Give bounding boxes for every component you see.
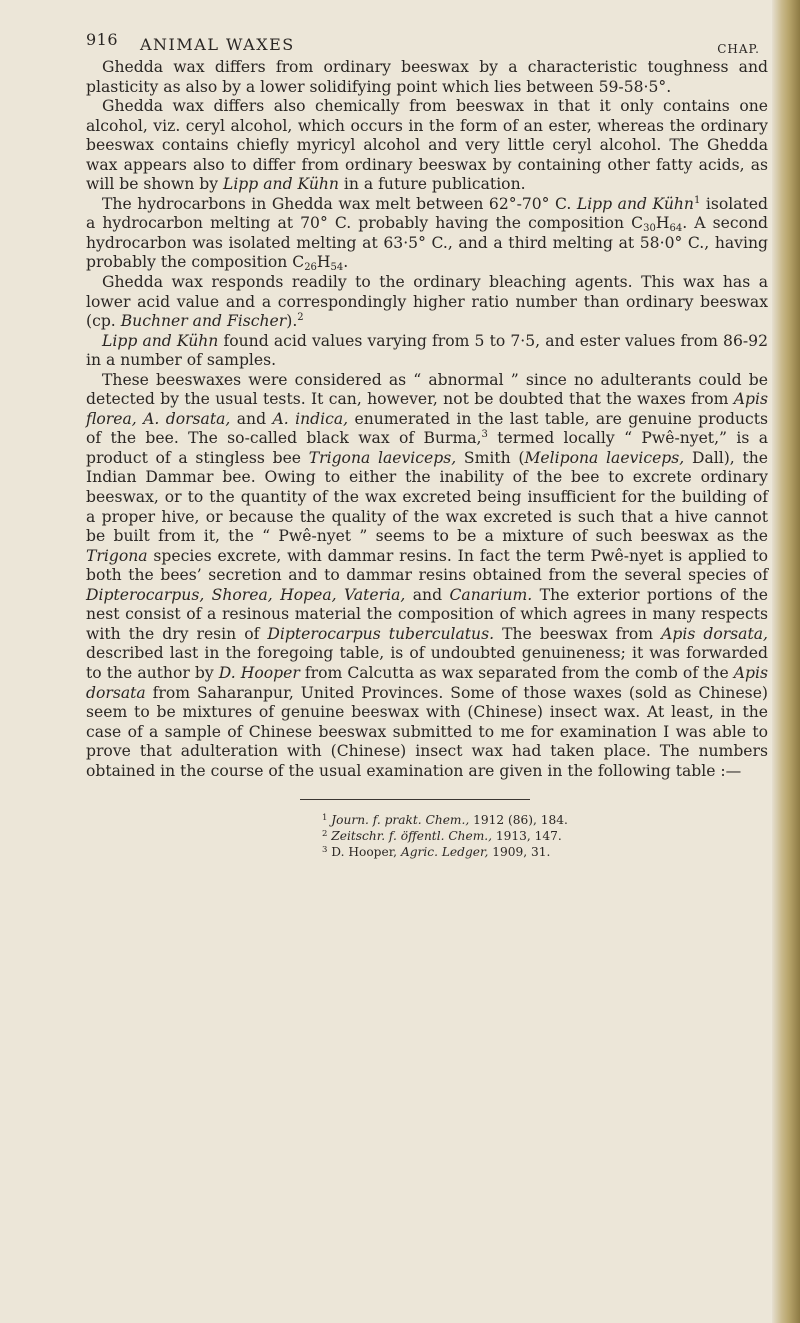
footnote-1: $^1$ Journ. f. prakt. Chem., 1912 (86), 184.: [322, 813, 568, 828]
page-edge-shadow: [772, 0, 800, 1323]
page-number: 916: [86, 30, 119, 49]
footnote-2: $^2$ Zeitschr. f. öffentl. Chem., 1913, 147.: [322, 829, 562, 844]
paragraph-bleaching: Ghedda wax responds readily to the ordinary bleaching agents. This wax has a lower acid value and a correspondingly higher ratio number than ordinary beeswax (cp. Buchner and Fischer).$^2$: [86, 273, 768, 331]
paragraph-acid-values: Lipp and Kühn found acid values varying from 5 to 7·5, and ester values from 86-92 in a number of samples.: [86, 331, 769, 370]
paragraph-abnormal-beeswaxes: These beeswaxes were considered as “ abnormal ” since no adulterants could be detected by the usual tests. It can, however, not be doubted that the waxes from Apis florea, A. dorsata, and A. indica, enumerated in the last table, are genuine products of the bee. The so-called black wax of Burma,$^3$ termed locally “ Pwê-nyet,” is a product of a stingless bee Trigona laeviceps, Smith (Melipona laeviceps, Dall), the Indian Dammar bee. Owing to either the inability of the bee to excrete ordinary beeswax, or to the quantity of the wax excreted being insufficient for the building of a proper hive, or because the quality of the wax excreted is such that a hive cannot be built from it, the “ Pwê-nyet ” seems to be a mixture of such beeswax as the Trigona species excrete, with dammar resins. In fact the term Pwê-nyet is applied to both the bees’ secretion and to dammar resins obtained from the several species of Dipterocarpus, Shorea, Hopea, Vateria, and Canarium. The exterior portions of the nest consist of a resinous material the composition of which agrees in many respects with the dry resin of Dipterocarpus tuberculatus. The beeswax from Apis dorsata, described last in the foregoing table, is of undoubted genuineness; it was forwarded to the author by D. Hooper from Calcutta as wax separated from the comb of the Apis dorsata from Saharanpur, United Provinces. Some of those waxes (sold as Chinese) seem to be mixtures of genuine beeswax with (Chinese) insect wax. At least, in the case of a sample of Chinese beeswax submitted to me for examination I was able to prove that adulteration with (Chinese) insect wax had taken place. The numbers obtained in the course of the usual examination are given in the following table :—: [86, 370, 769, 780]
chapter-label: CHAP.: [717, 42, 760, 56]
page-header: [86, 30, 768, 54]
footnote-3: $^3$ D. Hooper, Agric. Ledger, 1909, 31.: [322, 845, 551, 860]
book-page: [86, 30, 768, 860]
paragraph-chemical: Ghedda wax differs also chemically from beeswax in that it only contains one alcohol, viz. ceryl alcohol, which occurs in the form of an ester, whereas the ordinary beeswax contains chiefly myricyl alcohol and very little ceryl alcohol. The Ghedda wax appears also to differ from ordinary beeswax by containing other fatty acids, as will be shown by Lipp and Kühn in a future publication.: [86, 97, 768, 194]
running-title: ANIMAL WAXES: [140, 35, 295, 54]
paragraph-toughness: Ghedda wax differs from ordinary beeswax by a characteristic toughness and plasticity as also by a lower solidifying point which lies between 59-58·5°.: [86, 58, 768, 96]
footnote-ref-3: 3: [481, 429, 488, 441]
paragraph-hydrocarbons: The hydrocarbons in Ghedda wax melt between 62°-70° C. Lipp and Kühn$^1$ isolated a hydrocarbon melting at 70° C. probably having the composition $C_{30}H_{64}$. A second hydrocarbon was isolated melting at 63·5° C., and a third melting at 58·0° C., having probably the composition $C_{26}H_{54}$.: [86, 194, 768, 274]
footnote-ref-1: 1: [693, 194, 701, 206]
footnote-divider: [300, 799, 530, 800]
footnote-ref-2: 2: [297, 312, 304, 324]
